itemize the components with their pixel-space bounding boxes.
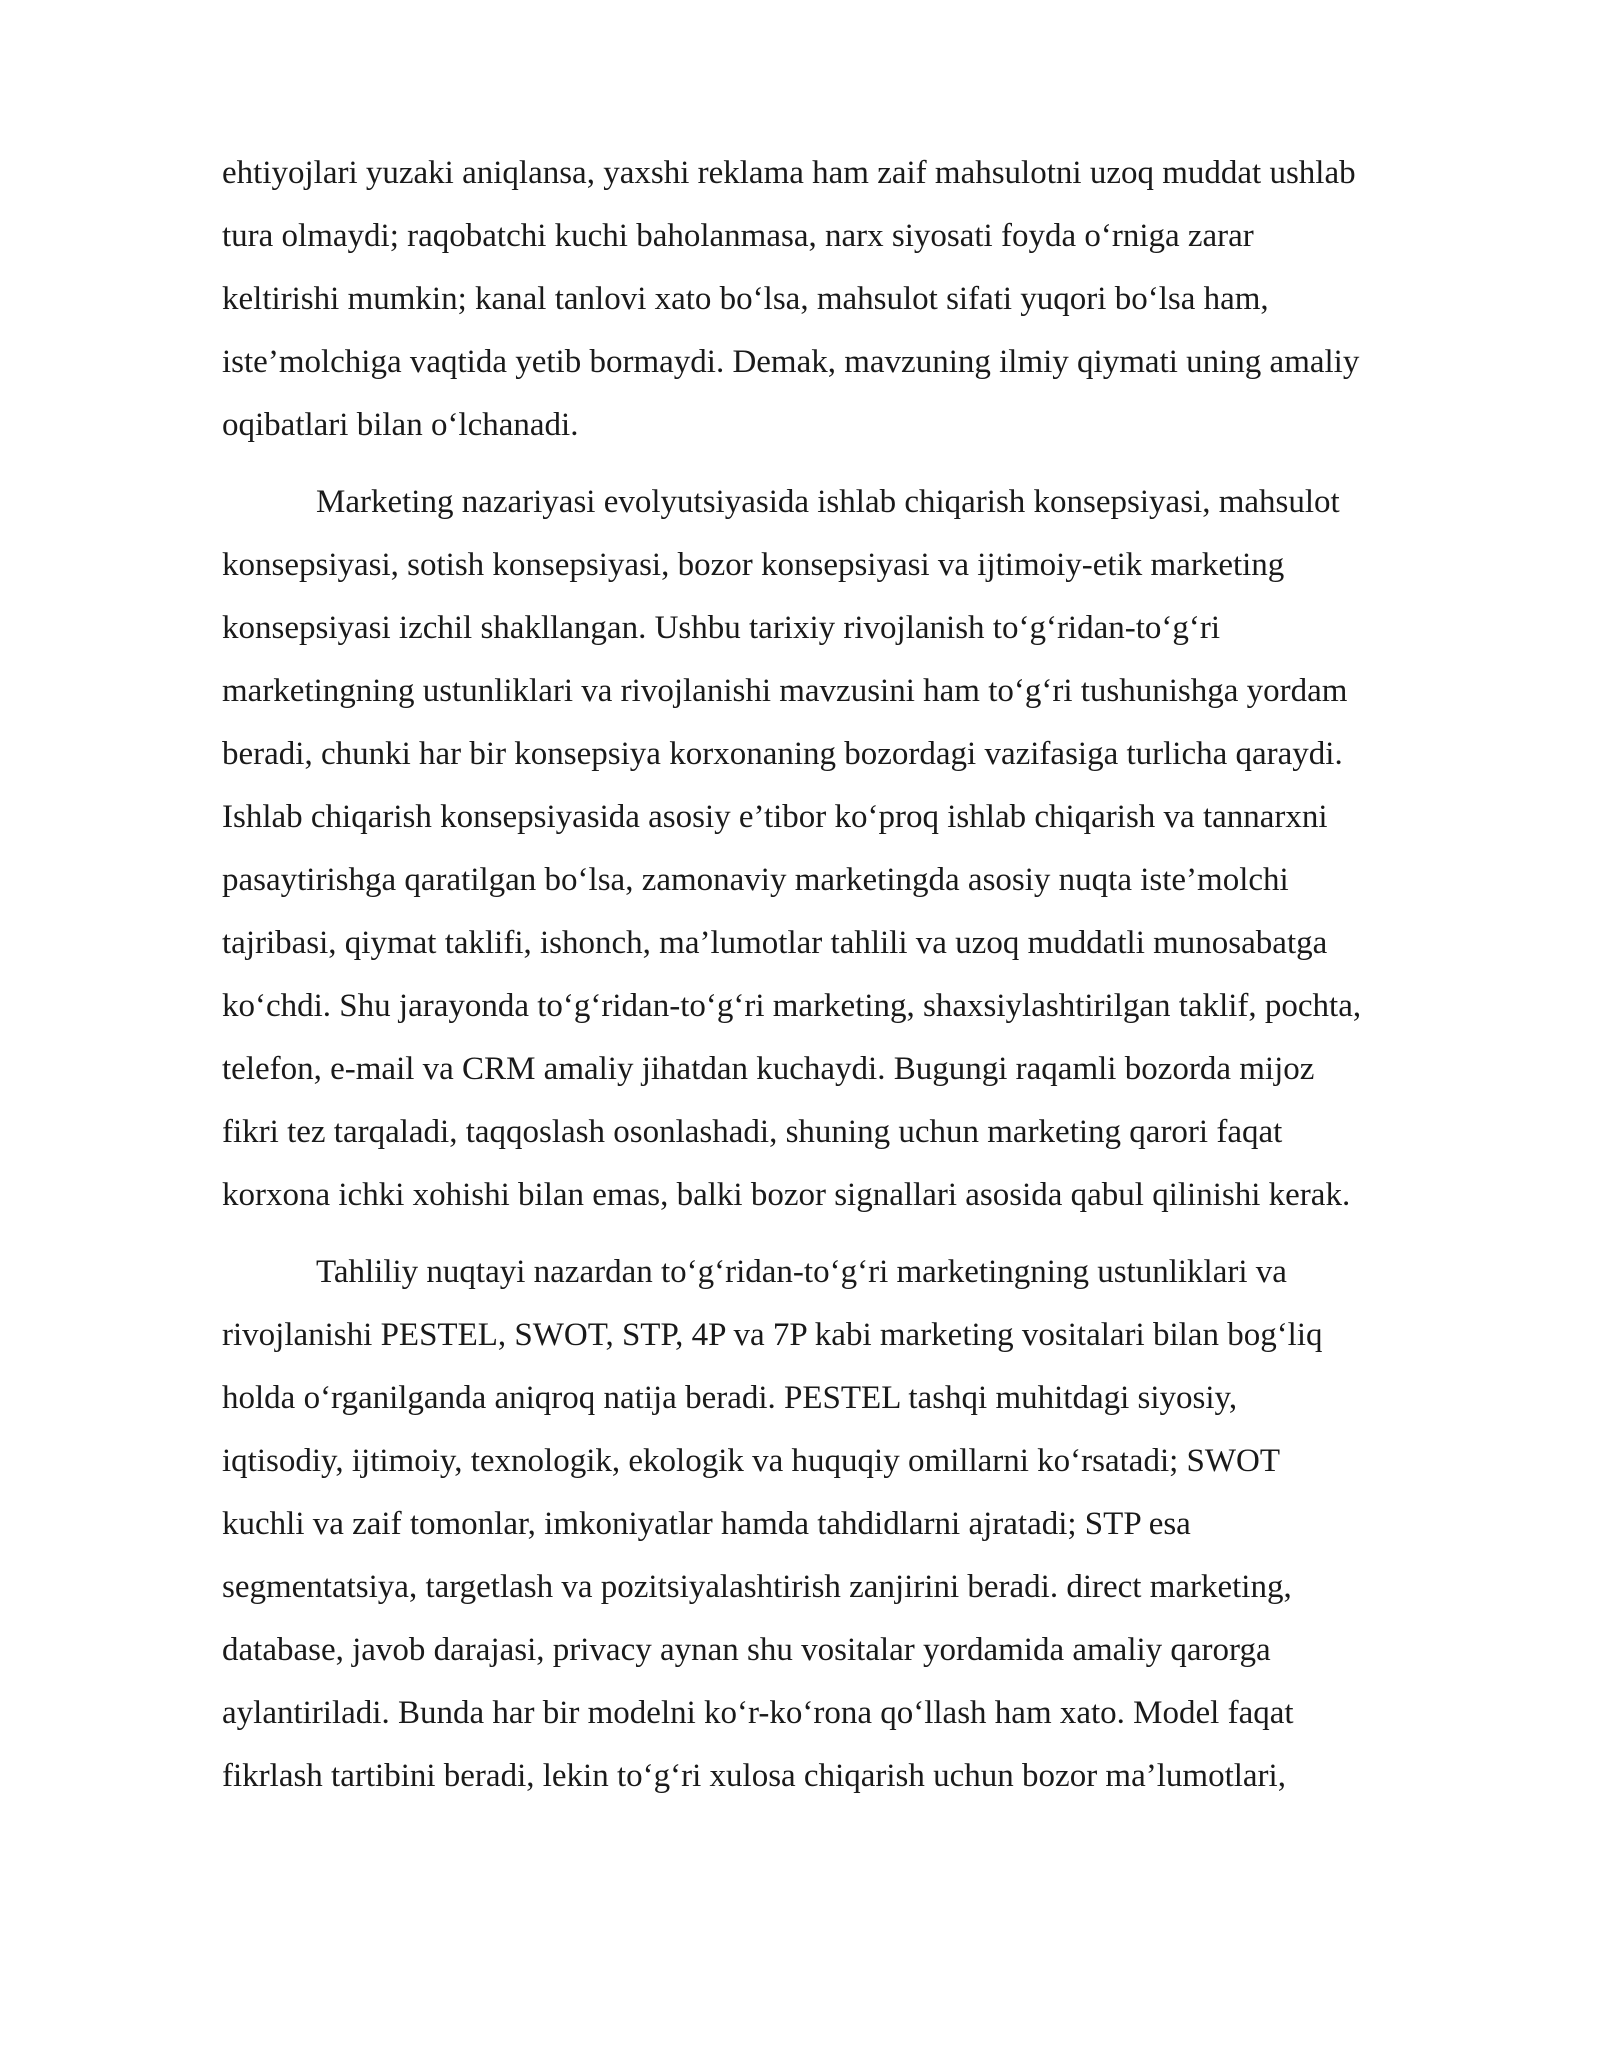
paragraph-3	[222, 1241, 1512, 1808]
text-line: iqtisodiy, ijtimoiy, texnologik, ekologik va huquqiy omillarni ko‘rsatadi; SWOT	[222, 1443, 1281, 1479]
paragraph-1	[222, 142, 1512, 457]
text-line: pasaytirishga qaratilgan bo‘lsa, zamonaviy marketingda asosiy nuqta iste’molchi	[222, 862, 1289, 898]
text-line: iste’molchiga vaqtida yetib bormaydi. Demak, mavzuning ilmiy qiymati uning amaliy	[222, 344, 1360, 380]
text-line: konsepsiyasi izchil shakllangan. Ushbu tarixiy rivojlanish to‘g‘ridan-to‘g‘ri	[222, 610, 1221, 646]
text-line: telefon, e-mail va CRM amaliy jihatdan kuchaydi. Bugungi raqamli bozorda mijoz	[222, 1051, 1315, 1087]
text-line: tajribasi, qiymat taklifi, ishonch, ma’lumotlar tahlili va uzoq muddatli munosabatga	[222, 925, 1328, 961]
text-line: fikrlash tartibini beradi, lekin to‘g‘ri xulosa chiqarish uchun bozor ma’lumotlari,	[222, 1758, 1286, 1794]
text-line: rivojlanishi PESTEL, SWOT, STP, 4P va 7P kabi marketing vositalari bilan bog‘liq	[222, 1317, 1323, 1353]
text-line: oqibatlari bilan o‘lchanadi.	[222, 407, 579, 443]
text-line: Tahliliy nuqtayi nazardan to‘g‘ridan-to‘g‘ri marketingning ustunliklari va	[316, 1254, 1287, 1290]
text-line: tura olmaydi; raqobatchi kuchi baholanmasa, narx siyosati foyda o‘rniga zarar	[222, 218, 1254, 254]
text-line: fikri tez tarqaladi, taqqoslash osonlashadi, shuning uchun marketing qarori faqat	[222, 1114, 1283, 1150]
text-line: korxona ichki xohishi bilan emas, balki bozor signallari asosida qabul qilinishi kerak.	[222, 1177, 1351, 1213]
text-line: Ishlab chiqarish konsepsiyasida asosiy e’tibor ko‘proq ishlab chiqarish va tannarxni	[222, 799, 1328, 835]
text-line: ehtiyojlari yuzaki aniqlansa, yaxshi reklama ham zaif mahsulotni uzoq muddat ushlab	[222, 155, 1356, 191]
text-line: holda o‘rganilganda aniqroq natija beradi. PESTEL tashqi muhitdagi siyosiy,	[222, 1380, 1238, 1416]
text-line: database, javob darajasi, privacy aynan shu vositalar yordamida amaliy qarorga	[222, 1632, 1271, 1668]
text-line: ko‘chdi. Shu jarayonda to‘g‘ridan-to‘g‘ri marketing, shaxsiylashtirilgan taklif, pochta,	[222, 988, 1362, 1024]
text-line: segmentatsiya, targetlash va pozitsiyalashtirish zanjirini beradi. direct marketing,	[222, 1569, 1292, 1605]
text-line: beradi, chunki har bir konsepsiya korxonaning bozordagi vazifasiga turlicha qaraydi.	[222, 736, 1343, 772]
text-line: keltirishi mumkin; kanal tanlovi xato bo‘lsa, mahsulot sifati yuqori bo‘lsa ham,	[222, 281, 1269, 317]
body-text	[222, 142, 1512, 1808]
text-line: marketingning ustunliklari va rivojlanishi mavzusini ham to‘g‘ri tushunishga yordam	[222, 673, 1348, 709]
text-line: konsepsiyasi, sotish konsepsiyasi, bozor konsepsiyasi va ijtimoiy-etik marketing	[222, 547, 1285, 583]
text-line: kuchli va zaif tomonlar, imkoniyatlar hamda tahdidlarni ajratadi; STP esa	[222, 1506, 1191, 1542]
text-line: aylantiriladi. Bunda har bir modelni ko‘r-ko‘rona qo‘llash ham xato. Model faqat	[222, 1695, 1294, 1731]
text-line: Marketing nazariyasi evolyutsiyasida ishlab chiqarish konsepsiyasi, mahsulot	[316, 484, 1340, 520]
paragraph-2	[222, 471, 1512, 1227]
